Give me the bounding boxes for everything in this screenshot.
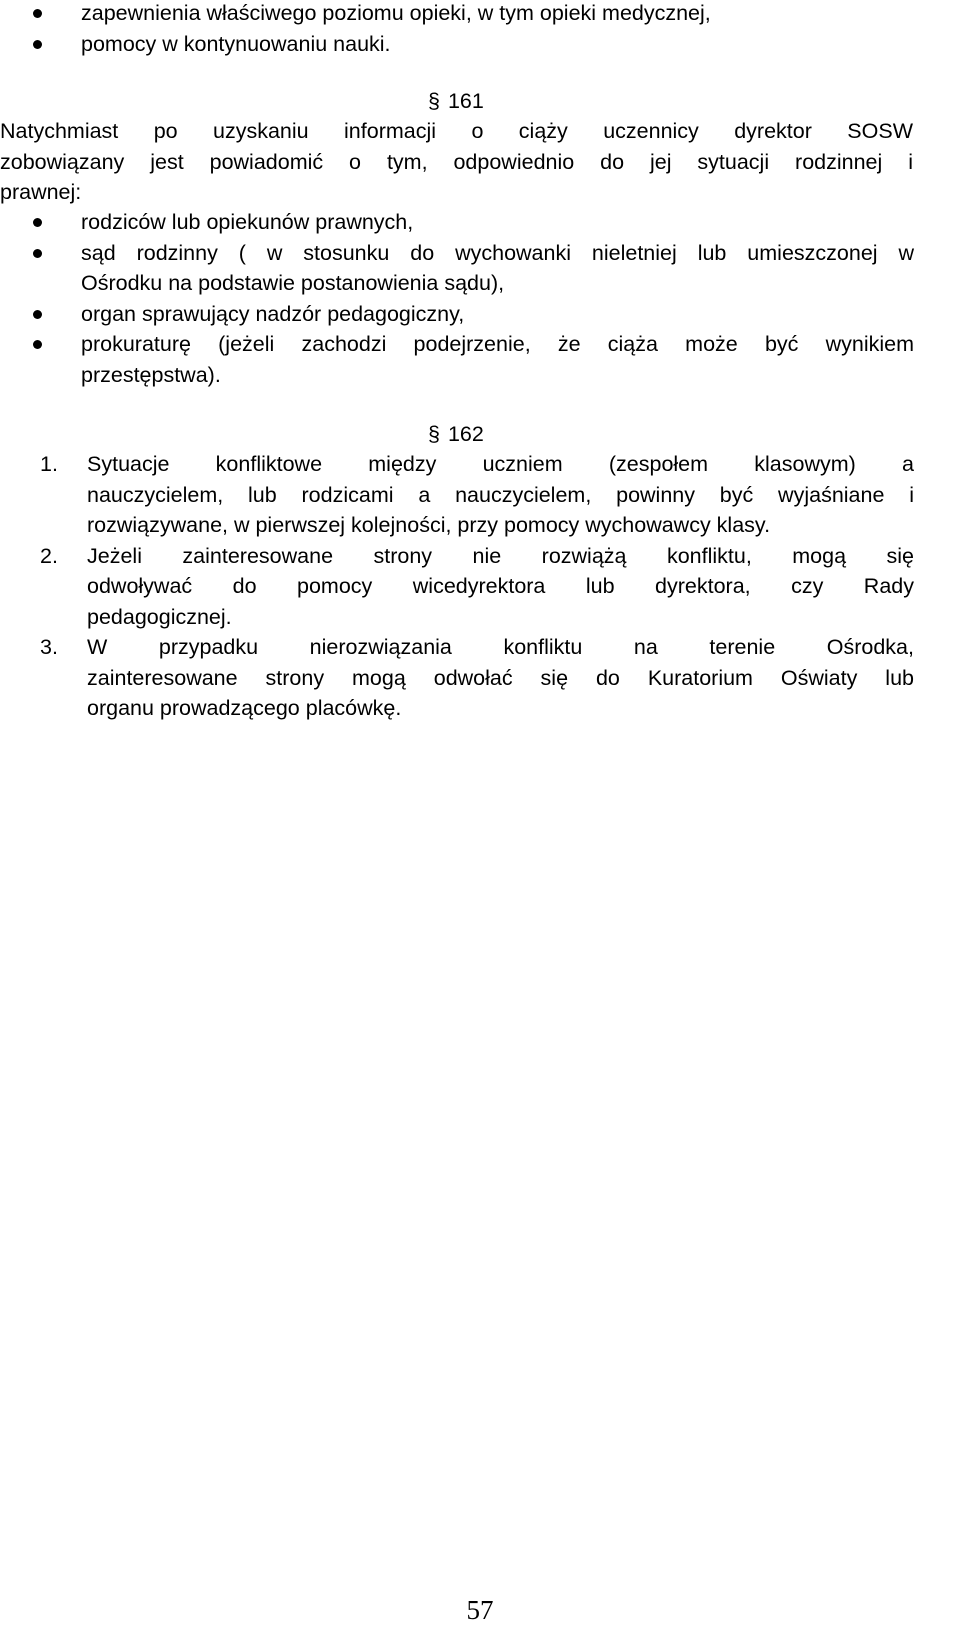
list-item-text: sąd rodzinny ( w stosunku do wychowanki nieletniej lub umieszczonej w — [81, 240, 914, 265]
list-item-text: rodziców lub opiekunów prawnych, — [81, 210, 414, 234]
list-item — [0, 329, 914, 390]
item-number: 1. — [40, 452, 58, 476]
list-item — [0, 29, 920, 60]
numbered-item — [0, 541, 914, 633]
item-text-line: nauczycielem, lub rodzicami a nauczycielem, powinny być wyjaśniane i — [87, 482, 914, 507]
list-item-text: prokuraturę (jeżeli zachodzi podejrzenie, że ciąża może być wynikiem — [81, 332, 914, 356]
section-162-numbered-list — [0, 449, 914, 724]
page-number: 57 — [466, 1595, 494, 1625]
section-161-bullet-list — [0, 207, 914, 390]
list-item — [0, 0, 920, 29]
item-number: 2. — [40, 543, 58, 568]
numbered-item — [0, 632, 914, 724]
section-161-heading — [428, 86, 484, 116]
list-item — [0, 207, 914, 238]
list-item-text: Ośrodku na podstawie postanowienia sądu), — [81, 271, 505, 295]
section-symbol: § — [428, 422, 440, 446]
section-161-intro — [0, 116, 913, 208]
section-number: 162 — [447, 422, 484, 446]
item-text-line: W przypadku nierozwiązania konfliktu na terenie Ośrodka, — [87, 635, 914, 659]
item-text-line: odwoływać do pomocy wicedyrektora lub dyrektora, czy Rady — [87, 574, 914, 598]
paragraph-line: prawnej: — [0, 180, 82, 204]
section-symbol: § — [428, 89, 440, 113]
list-item — [0, 299, 914, 330]
paragraph-line: Natychmiast po uzyskaniu informacji o ciąży uczennicy dyrektor SOSW — [0, 119, 913, 143]
item-text-line: Sytuacje konfliktowe między uczniem (zespołem klasowym) a — [87, 452, 914, 476]
list-item — [0, 238, 914, 299]
section-number: 161 — [447, 89, 484, 113]
list-item-text: przestępstwa). — [81, 362, 221, 387]
numbered-item — [0, 449, 914, 541]
item-number: 3. — [40, 635, 58, 659]
list-item-text: zapewnienia właściwego poziomu opieki, w tym opieki medycznej, — [81, 1, 711, 25]
item-text-line: rozwiązywane, w pierwszej kolejności, przy pomocy wychowawcy klasy. — [87, 513, 771, 537]
list-item-text: pomocy w kontynuowaniu nauki. — [81, 31, 391, 56]
item-text-line: organu prowadzącego placówkę. — [87, 696, 402, 720]
section-162-heading — [428, 419, 484, 449]
item-text-line: zainteresowane strony mogą odwołać się do Kuratorium Oświaty lub — [87, 665, 914, 690]
item-text-line: pedagogicznej. — [87, 604, 232, 629]
item-text-line: Jeżeli zainteresowane strony nie rozwiążą konfliktu, mogą się — [87, 543, 914, 568]
top-bullet-list — [0, 0, 920, 59]
list-item-text: organ sprawujący nadzór pedagogiczny, — [81, 301, 465, 326]
paragraph-line: zobowiązany jest powiadomić o tym, odpowiednio do jej sytuacji rodzinnej i — [0, 149, 913, 174]
